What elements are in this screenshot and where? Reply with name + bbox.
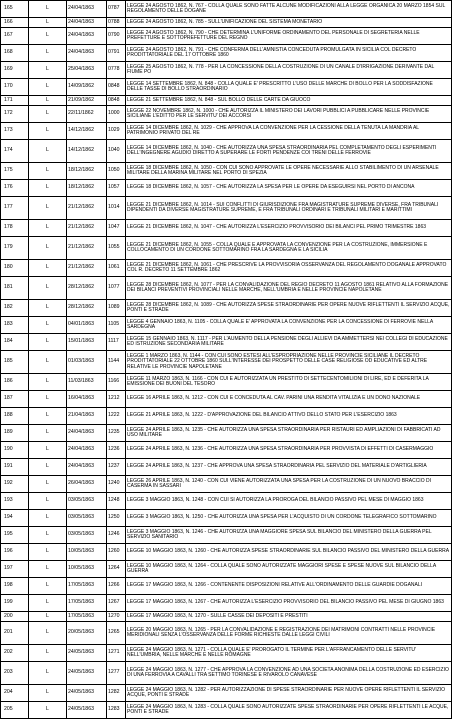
- act-date-cell: 24/04/1863: [67, 28, 107, 45]
- act-type-cell: L: [29, 123, 67, 140]
- act-type-cell: L: [29, 391, 67, 408]
- row-number-cell: 182: [1, 300, 29, 317]
- row-number-cell: 191: [1, 459, 29, 476]
- table-row: [1, 123, 452, 140]
- row-number-cell: 168: [1, 45, 29, 62]
- table-row: [1, 106, 452, 123]
- act-type-cell: L: [29, 622, 67, 645]
- act-description-cell: LEGGE 10 MAGGIO 1863, N. 1264 - COLLA QUALE SONO AUTORIZZATE MAGGIORI SPESE E SPESE NUOVE SUL BILANCIO DELLA GUERRA: [126, 561, 452, 578]
- act-date-cell: 18/12/1862: [67, 163, 107, 180]
- act-type-cell: L: [29, 28, 67, 45]
- row-number-cell: 200: [1, 612, 29, 622]
- act-date-cell: 17/05/1863: [67, 578, 107, 595]
- act-date-cell: 15/01/1863: [67, 334, 107, 351]
- table-row: [1, 62, 452, 79]
- row-number-cell: 166: [1, 18, 29, 28]
- row-number-cell: 173: [1, 123, 29, 140]
- table-row: [1, 220, 452, 237]
- table-row: [1, 163, 452, 180]
- row-number-cell: 165: [1, 1, 29, 18]
- act-number-cell: 1260: [107, 544, 126, 561]
- act-number-cell: 1077: [107, 277, 126, 300]
- act-description-cell: LEGGE 11 MARZO 1863, N. 1166 - CON CUI E AUTORIZZATA UN PRESTITO DI SETTECENTOMILIONI DI LIRE, ED E DEFERITA LA EMISSIONE DEI BUONI DEL TESORO: [126, 374, 452, 391]
- act-description-cell: LEGGE 24 MAGGIO 1863, N. 1271 - COLLA QUALE E' PROROGATO IL TERMINE PER L'AFFRANCAMENTO DELLE SERVITU' NELL'UMBRIA, NELLE MARCHE E NELLE ROMAGNE: [126, 645, 452, 662]
- table-row: [1, 595, 452, 612]
- act-description-cell: LEGGE 14 DICEMBRE 1862, N. 1029 - CHE APPROVA LA CONVENZIONE PER LA CESSIONE DELLA TENUTA LA MANDRIA AL PATRIMONIO PRIVATO DEL RE: [126, 123, 452, 140]
- row-number-cell: 192: [1, 476, 29, 493]
- table-row: [1, 510, 452, 527]
- act-number-cell: 1246: [107, 527, 126, 544]
- act-number-cell: 0778: [107, 62, 126, 79]
- act-description-cell: LEGGE 24 AGOSTO 1862, N. 790 - CHE DETERMINA L'UNIFORME ORDINAMENTO DEL PERSONALE DI SEGRETERIA NELLE PREFETTURE E SOTTOPREFETTURE DEL REGNO: [126, 28, 452, 45]
- row-number-cell: 178: [1, 220, 29, 237]
- act-date-cell: 14/12/1862: [67, 123, 107, 140]
- act-number-cell: 1047: [107, 220, 126, 237]
- row-number-cell: 188: [1, 408, 29, 425]
- act-number-cell: 1283: [107, 702, 126, 719]
- row-number-cell: 198: [1, 578, 29, 595]
- row-number-cell: 186: [1, 374, 29, 391]
- act-number-cell: 1267: [107, 595, 126, 612]
- act-number-cell: 1014: [107, 197, 126, 220]
- act-date-cell: 20/05/1863: [67, 622, 107, 645]
- act-number-cell: 1050: [107, 163, 126, 180]
- act-description-cell: LEGGE 24 APRILE 1863, N. 1236 - CHE AUTORIZZA UNA SPESA STRAORDINARIA PER PROVVISTA DI EFFETTI DI CASERMAGGIO: [126, 442, 452, 459]
- act-date-cell: 16/04/1863: [67, 391, 107, 408]
- act-type-cell: L: [29, 220, 67, 237]
- table-row: [1, 645, 452, 662]
- row-number-cell: 194: [1, 510, 29, 527]
- row-number-cell: 172: [1, 106, 29, 123]
- act-number-cell: 1265: [107, 622, 126, 645]
- row-number-cell: 184: [1, 334, 29, 351]
- act-description-cell: LEGGE 24 MAGGIO 1863, N. 1277 - CHE APPROVA LA CONVENZIONE AD UNA SOCIETA ANONIMA DELLA COSTRUZIONE ED ESERCIZIO DI UNA FERROVIA A CAVALLI TRA SETTIMO TORINESE E RIVAROLO CANAVESE: [126, 662, 452, 685]
- act-date-cell: 18/12/1862: [67, 180, 107, 197]
- act-type-cell: L: [29, 237, 67, 260]
- act-date-cell: 21/12/1862: [67, 220, 107, 237]
- act-description-cell: LEGGE 24 AGOSTO 1862, N. 785 - SULL'UNIFICAZIONE DEL SISTEMA MONETARIO: [126, 18, 452, 28]
- act-type-cell: L: [29, 702, 67, 719]
- table-row: [1, 493, 452, 510]
- table-row: [1, 544, 452, 561]
- act-type-cell: L: [29, 163, 67, 180]
- act-number-cell: 1235: [107, 425, 126, 442]
- act-description-cell: LEGGE 18 DICEMBRE 1862, N. 1057 - CHE AUTORIZZA LA SPESA PER LE OPERE DA ESEGUIRSI NEL PORTO DI ANCONA: [126, 180, 452, 197]
- act-description-cell: LEGGE 14 SETTEMBRE 1862, N. 848 - COLLA QUALE E' PRESCRITTO L'USO DELLE MARCHE DI BOLLO PER LA SODDISFAZIONE DELLE TASSE DI BOLLO STRAORDINARIO: [126, 79, 452, 96]
- act-type-cell: L: [29, 300, 67, 317]
- table-row: [1, 662, 452, 685]
- act-date-cell: 24/04/1863: [67, 442, 107, 459]
- row-number-cell: 197: [1, 561, 29, 578]
- act-number-cell: 1029: [107, 123, 126, 140]
- act-date-cell: 24/04/1863: [67, 425, 107, 442]
- act-type-cell: L: [29, 180, 67, 197]
- table-row: [1, 180, 452, 197]
- act-date-cell: 01/03/1863: [67, 351, 107, 374]
- act-number-cell: 0790: [107, 28, 126, 45]
- row-number-cell: 177: [1, 197, 29, 220]
- row-number-cell: 180: [1, 260, 29, 277]
- act-description-cell: LEGGE 21 DICEMBRE 1862, N. 1047 - CHE AUTORIZZA L'ESERCIZIO PROVVISORIO DEI BILANCI PEL PRIMO TRIMESTRE 1863: [126, 220, 452, 237]
- row-number-cell: 175: [1, 163, 29, 180]
- table-row: [1, 476, 452, 493]
- row-number-cell: 199: [1, 595, 29, 612]
- act-description-cell: LEGGE 10 MAGGIO 1863, N. 1260 - CHE AUTORIZZA SPESE STRAORDINARIE SUL BILANCIO PASSIVO DEL MINISTERO DELLA GUERRA: [126, 544, 452, 561]
- act-number-cell: 0787: [107, 1, 126, 18]
- act-date-cell: 24/04/1863: [67, 1, 107, 18]
- row-number-cell: 187: [1, 391, 29, 408]
- act-description-cell: LEGGE 3 MAGGIO 1863, N. 1248 - CON CUI SI AUTORIZZA LA PROROGA DEL BILANCIO PASSIVO PEL MESE DI MAGGIO 1863: [126, 493, 452, 510]
- act-number-cell: 0848: [107, 79, 126, 96]
- row-number-cell: 174: [1, 140, 29, 163]
- table-row: [1, 1, 452, 18]
- table-row: [1, 317, 452, 334]
- act-type-cell: L: [29, 442, 67, 459]
- act-number-cell: 0788: [107, 18, 126, 28]
- row-number-cell: 195: [1, 527, 29, 544]
- act-type-cell: L: [29, 62, 67, 79]
- act-description-cell: LEGGE 17 MAGGIO 1863, N. 1266 - CONTENENTE DISPOSIZIONI RELATIVE ALL'ORDINAMENTO DELLE GUARDIE DOGANALI: [126, 578, 452, 595]
- act-description-cell: LEGGE 4 GENNAIO 1863, N. 1105 - COLLA QUALE E' APPROVATA LA CONVENZIONE PER LA CONCESSIONE DI FERROVIE NELLA SARDEGNA: [126, 317, 452, 334]
- act-date-cell: 21/12/1862: [67, 197, 107, 220]
- act-date-cell: 24/05/1863: [67, 685, 107, 702]
- act-date-cell: 22/11/1862: [67, 106, 107, 123]
- table-row: [1, 622, 452, 645]
- table-row: [1, 300, 452, 317]
- table-row: [1, 612, 452, 622]
- act-description-cell: LEGGE 24 APRILE 1863, N. 1237 - CHE APPROVA UNA SPESA STRAORDINARIA PEL SERVIZIO DEL MATERIALE D'ARTIGLIERIA: [126, 459, 452, 476]
- act-description-cell: LEGGE 17 MAGGIO 1863, N. 1267 - CHE AUTORIZZA L'ESERCIZIO PROVVISORIO DEL BILANCIO PASSIVO PEL MESE DI GIUGNO 1863: [126, 595, 452, 612]
- act-date-cell: 26/04/1863: [67, 476, 107, 493]
- act-date-cell: 25/04/1863: [67, 62, 107, 79]
- act-number-cell: 1248: [107, 493, 126, 510]
- act-date-cell: 11/03/1863: [67, 374, 107, 391]
- table-row: [1, 28, 452, 45]
- act-type-cell: L: [29, 459, 67, 476]
- row-number-cell: 201: [1, 622, 29, 645]
- row-number-cell: 176: [1, 180, 29, 197]
- act-number-cell: 1057: [107, 180, 126, 197]
- act-number-cell: 1237: [107, 459, 126, 476]
- act-number-cell: 1117: [107, 334, 126, 351]
- row-number-cell: 204: [1, 685, 29, 702]
- act-number-cell: 1264: [107, 561, 126, 578]
- table-row: [1, 374, 452, 391]
- act-number-cell: 1040: [107, 140, 126, 163]
- act-type-cell: L: [29, 476, 67, 493]
- act-date-cell: 17/05/1863: [67, 595, 107, 612]
- table-row: [1, 702, 452, 719]
- act-date-cell: 28/12/1862: [67, 277, 107, 300]
- table-row: [1, 578, 452, 595]
- act-type-cell: L: [29, 79, 67, 96]
- table-row: [1, 96, 452, 106]
- act-type-cell: L: [29, 408, 67, 425]
- act-description-cell: LEGGE 22 NOVEMBRE 1862, N. 1000 - CHE AUTORIZZA IL MINISTERO DEI LAVORI PUBBLICI A PUBBLICARE NELLE PROVINCIE SICILIANE L'EDITTO PER LE SERVITU' DEI ACCORSI: [126, 106, 452, 123]
- row-number-cell: 181: [1, 277, 29, 300]
- row-number-cell: 170: [1, 79, 29, 96]
- act-description-cell: LEGGE 3 MAGGIO 1863, N. 1246 - CHE AUTORIZZA UNA MAGGIORE SPESA SUL BILANCIO DEL MINISTERO DELLA GUERRA PEL SERVIZIO SANITARIO: [126, 527, 452, 544]
- act-type-cell: L: [29, 334, 67, 351]
- act-type-cell: L: [29, 317, 67, 334]
- act-type-cell: L: [29, 561, 67, 578]
- table-row: [1, 459, 452, 476]
- act-date-cell: 03/05/1863: [67, 527, 107, 544]
- row-number-cell: 196: [1, 544, 29, 561]
- row-number-cell: 205: [1, 702, 29, 719]
- table-row: [1, 442, 452, 459]
- act-date-cell: 24/04/1863: [67, 459, 107, 476]
- act-type-cell: L: [29, 106, 67, 123]
- act-type-cell: L: [29, 277, 67, 300]
- act-description-cell: LEGGE 21 SETTEMBRE 1862, N. 848 - SUL BOLLO DELLE CARTE DA GIUOCO: [126, 96, 452, 106]
- act-date-cell: 28/12/1862: [67, 300, 107, 317]
- row-number-cell: 179: [1, 237, 29, 260]
- table-row: [1, 685, 452, 702]
- act-description-cell: LEGGE 21 APRILE 1863, N. 1222 - D'APPROVAZIONE DEL BILANCIO ATTIVO DELLO STATO PER L'ESERCIZIO 1863: [126, 408, 452, 425]
- table-row: [1, 45, 452, 62]
- row-number-cell: 185: [1, 351, 29, 374]
- act-type-cell: L: [29, 425, 67, 442]
- table-row: [1, 237, 452, 260]
- act-type-cell: L: [29, 645, 67, 662]
- table-row: [1, 527, 452, 544]
- act-date-cell: 14/09/1862: [67, 79, 107, 96]
- table-row: [1, 79, 452, 96]
- act-number-cell: 1061: [107, 260, 126, 277]
- table-row: [1, 260, 452, 277]
- act-description-cell: LEGGE 24 MAGGIO 1863, N. 1282 - PER AUTORIZZAZIONE DI SPESE STRAORDINARIE PER NUOVE OPERE RIFLETTENTI IL SERVIZIO ACQUE, PONTI E STRADE: [126, 685, 452, 702]
- table-row: [1, 18, 452, 28]
- table-row: [1, 334, 452, 351]
- act-date-cell: 03/05/1863: [67, 510, 107, 527]
- act-type-cell: L: [29, 140, 67, 163]
- act-number-cell: 1277: [107, 662, 126, 685]
- act-type-cell: L: [29, 351, 67, 374]
- act-description-cell: LEGGE 25 AGOSTO 1862, N. 778 - PER LA CONCESSIONE DELLA COSTRUZIONE DI UN CANALE D'IRRIGAZIONE DERIVANTE DAL FIUME PO: [126, 62, 452, 79]
- act-date-cell: 10/05/1863: [67, 544, 107, 561]
- act-number-cell: 1000: [107, 106, 126, 123]
- act-date-cell: 21/12/1862: [67, 237, 107, 260]
- act-number-cell: 1105: [107, 317, 126, 334]
- act-description-cell: LEGGE 20 MAGGIO 1863, N. 1265 - PER LA CONVALIDAZIONE E REGISTRAZIONE DEI MATRIMONI CONTRATTI NELLE PROVINCIE MERIDIONALI SENZA L'OSSERVANZA DELLE FORME RICHIESTE DALLE LEGGI CIVILI: [126, 622, 452, 645]
- act-type-cell: L: [29, 1, 67, 18]
- act-type-cell: L: [29, 662, 67, 685]
- act-date-cell: 04/01/1863: [67, 317, 107, 334]
- row-number-cell: 202: [1, 645, 29, 662]
- table-row: [1, 197, 452, 220]
- act-date-cell: 24/04/1863: [67, 18, 107, 28]
- act-type-cell: L: [29, 510, 67, 527]
- act-date-cell: 24/05/1863: [67, 662, 107, 685]
- act-date-cell: 21/04/1863: [67, 408, 107, 425]
- act-type-cell: L: [29, 260, 67, 277]
- act-number-cell: 1222: [107, 408, 126, 425]
- act-description-cell: LEGGE 21 DICEMBRE 1862, N. 1055 - COLLA QUALE E APPROVATA LA CONVENZIONE PER LA COSTRUZIONE, IMMERSIONE E COLLOCAMENTO DI UN CORDONE SOTTOMARINO FRA LA SARDEGNA E LA SICILIA: [126, 237, 452, 260]
- act-number-cell: 1055: [107, 237, 126, 260]
- act-description-cell: LEGGE 28 DICEMBRE 1862, N. 1077 - PER LA CONVALIDAZIONE DEL REGIO DECRETO 11 AGOSTO 1861 RELATIVO ALLA FORMAZIONE DEI BILANCI PREVENTIVI PROVINCIALI NELLE MARCHE, NELL'UMBRIA E NELLE PROVINCIE NAPOLETANE: [126, 277, 452, 300]
- act-number-cell: 0791: [107, 45, 126, 62]
- act-number-cell: 1270: [107, 612, 126, 622]
- row-number-cell: 169: [1, 62, 29, 79]
- act-description-cell: LEGGE 16 APRILE 1863, N. 1212 - CON CUI E CONCEDUTA AL CAV. PARINI UNA RENDITA VITALIZIA E UN DONO NAZIONALE: [126, 391, 452, 408]
- act-description-cell: LEGGE 24 AGOSTO 1862, N. 767 - COLLA QUALE SONO FATTE ALCUNE MODIFICAZIONI ALLA LEGGE ORGANICA 20 MARZO 1854 SUL REGOLAMENTO DELLE DOGANE: [126, 1, 452, 18]
- table-body: [1, 1, 452, 719]
- row-number-cell: 183: [1, 317, 29, 334]
- table-row: [1, 391, 452, 408]
- act-number-cell: 1089: [107, 300, 126, 317]
- act-type-cell: L: [29, 612, 67, 622]
- act-number-cell: 1266: [107, 578, 126, 595]
- act-type-cell: L: [29, 578, 67, 595]
- act-description-cell: LEGGE 14 DICEMBRE 1862, N. 1040 - CHE AUTORIZZA UNA SPESA STRAORDINARIA PEL COMPLETAMENTO DEGLI ESPERIMENTI DELL'INGEGNERE AGUDIO DIRETTO A SUPERARE LE FORTI PENDENZE COI TRENI DELLE FERROVIE: [126, 140, 452, 163]
- act-date-cell: 21/09/1862: [67, 96, 107, 106]
- act-type-cell: L: [29, 544, 67, 561]
- act-number-cell: 1166: [107, 374, 126, 391]
- act-number-cell: 1236: [107, 442, 126, 459]
- row-number-cell: 203: [1, 662, 29, 685]
- act-description-cell: LEGGE 1 MARZO 1863, N. 1144 - CON CUI SONO ESTESI ALL'ESPROPRIAZIONE NELLE PROVINCIE SICILIANE IL DECRETO PRODITTATORIALE 22 OTTOBRE 1860 SULL'INTERESSE DEI PROSPETTO DELLE CASE RELIGIOSE OD EDUCATIVE ED ALTRE RELATIVE LE PROVINCIE NAPOLETANE: [126, 351, 452, 374]
- act-type-cell: L: [29, 595, 67, 612]
- act-number-cell: 1250: [107, 510, 126, 527]
- act-date-cell: 17/05/1863: [67, 612, 107, 622]
- act-description-cell: LEGGE 21 DICEMBRE 1862, N. 1014 - SUI CONFLITTI DI GIURISDIZIONE FRA MAGISTRATURE SUPREME DIVERSE, FRA TRIBUNALI DIPENDENTI DA DIVERSE MAGISTRATURE SUPREME, E FRA TRIBUNALI ORDINARI E TRIBUNALI MILITARI E MARITTIMI: [126, 197, 452, 220]
- act-date-cell: 21/12/1862: [67, 260, 107, 277]
- act-description-cell: LEGGE 21 DICEMBRE 1862, N. 1061 - CHE PRESCRIVE LA PROVVISORIA OSSERVANZA DEL REGOLAMENTO DOGANALE APPROVATO COL R. DECRETO 11 SETTEMBRE 1862: [126, 260, 452, 277]
- act-description-cell: LEGGE 15 GENNAIO 1863, N. 1117 - PER L'AUMENTO DELLA PENSIONE DEGLI ALLIEVI DA AMMETTERSI NEI COLLEGI DI EDUCAZIONE ED ISTRUZIONE SECONDARIA MILITARE: [126, 334, 452, 351]
- act-date-cell: 24/05/1863: [67, 645, 107, 662]
- act-type-cell: L: [29, 96, 67, 106]
- row-number-cell: 171: [1, 96, 29, 106]
- table-row: [1, 140, 452, 163]
- act-type-cell: L: [29, 493, 67, 510]
- table-row: [1, 561, 452, 578]
- act-number-cell: 1240: [107, 476, 126, 493]
- act-description-cell: LEGGE 18 DICEMBRE 1862, N. 1050 - CON CUI SONO APPROVATE LE OPERE NECESSARIE ALLO STABILIMENTO DI UN ARSENALE MILITARE DELLA MARINA MILITARE NEL PORTO DI SPEZIA: [126, 163, 452, 180]
- act-type-cell: L: [29, 18, 67, 28]
- act-type-cell: L: [29, 527, 67, 544]
- act-date-cell: 10/05/1863: [67, 561, 107, 578]
- act-date-cell: 03/05/1863: [67, 493, 107, 510]
- table-row: [1, 277, 452, 300]
- act-date-cell: 24/04/1863: [67, 45, 107, 62]
- act-description-cell: LEGGE 17 MAGGIO 1863, N. 1270 - SULLE CASSE DEI DEPOSITI E PRESTITI: [126, 612, 452, 622]
- act-type-cell: L: [29, 197, 67, 220]
- row-number-cell: 189: [1, 425, 29, 442]
- act-type-cell: L: [29, 374, 67, 391]
- row-number-cell: 193: [1, 493, 29, 510]
- act-number-cell: 1144: [107, 351, 126, 374]
- table-row: [1, 425, 452, 442]
- act-description-cell: LEGGE 24 MAGGIO 1863, N. 1283 - COLLA QUALE SONO AUTORIZZATE SPESE STRAORDINARIE PER OPERE RIFLETTENTI LE ACQUE, PONTI E STRADE: [126, 702, 452, 719]
- act-date-cell: 14/12/1862: [67, 140, 107, 163]
- act-type-cell: L: [29, 45, 67, 62]
- act-description-cell: LEGGE 24 AGOSTO 1862, N. 791 - CHE CONFERMA DELL'AMNISTIA CONCEDUTA PROMULGATA IN SICILIA COL DECRETO PRODITTATORIALE DEL 17 OTTOBRE 1860: [126, 45, 452, 62]
- row-number-cell: 167: [1, 28, 29, 45]
- act-number-cell: 1212: [107, 391, 126, 408]
- act-number-cell: 1271: [107, 645, 126, 662]
- act-date-cell: 24/05/1863: [67, 702, 107, 719]
- table-row: [1, 351, 452, 374]
- act-number-cell: 0848: [107, 96, 126, 106]
- act-description-cell: LEGGE 24 APRILE 1863, N. 1235 - CHE AUTORIZZA UNA SPESA STRAORDINARIA PER RISTAURI ED AMPLIAZIONI DI FABBRICATI AD USO MILITARE: [126, 425, 452, 442]
- act-description-cell: LEGGE 28 DICEMBRE 1862, N. 1089 - CHE AUTORIZZA SPESE STRAORDINARIE PER OPERE NUOVE RIFLETTENTI IL SERVIZIO ACQUE, PONTI E STRADE: [126, 300, 452, 317]
- act-type-cell: L: [29, 685, 67, 702]
- table-row: [1, 408, 452, 425]
- row-number-cell: 190: [1, 442, 29, 459]
- act-description-cell: LEGGE 3 MAGGIO 1863, N. 1250 - CHE AUTORIZZA UNA SPESA PER L'ACQUISTO DI UN CORDONE TELEGRAFICO SOTTOMARINO: [126, 510, 452, 527]
- act-number-cell: 1282: [107, 685, 126, 702]
- act-description-cell: LEGGE 26 APRILE 1863, N. 1240 - CON CUI VIENE AUTORIZZATA UNA SPESA PER LA COSTRUZIONE DI UN NUOVO BRACCIO DI CASERMA IN SASSARI: [126, 476, 452, 493]
